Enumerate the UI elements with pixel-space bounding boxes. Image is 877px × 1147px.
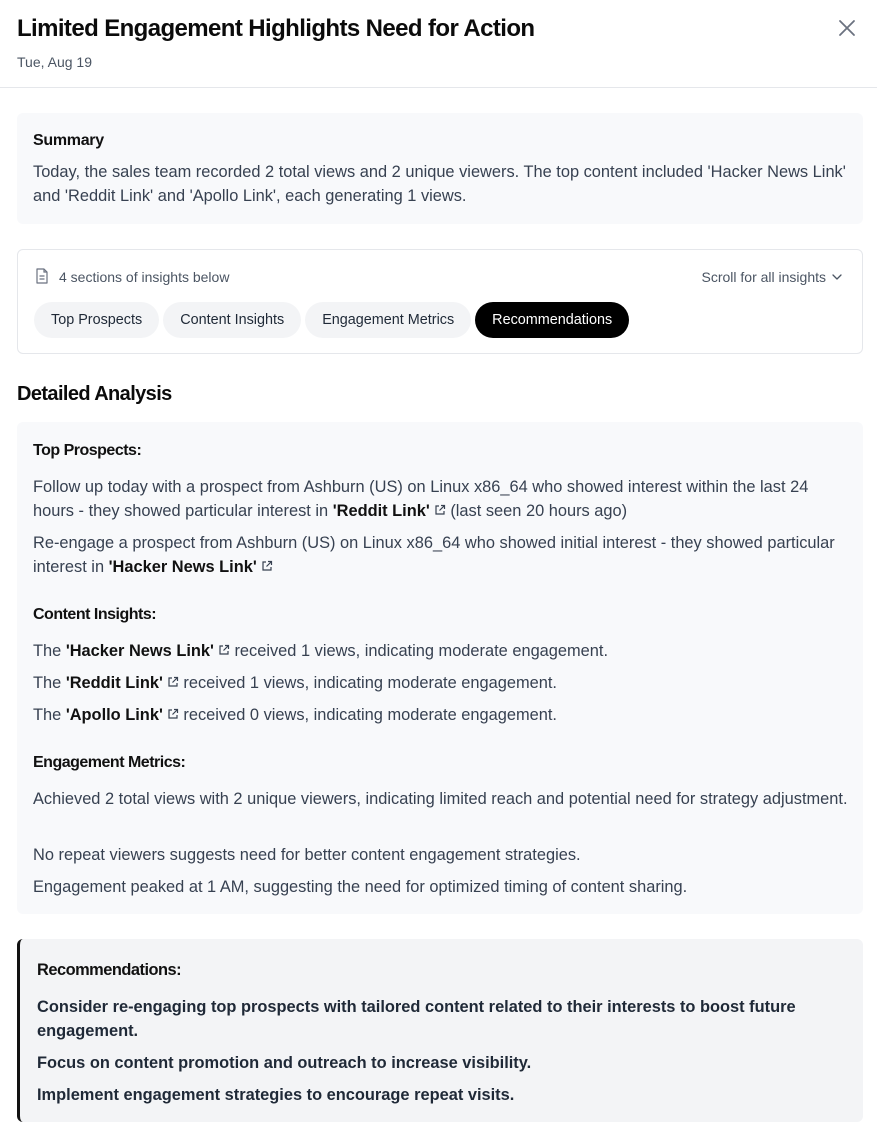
content-insights-title: Content Insights: xyxy=(33,606,157,623)
summary-card xyxy=(17,113,863,224)
list-item xyxy=(33,475,853,523)
external-link-icon[interactable] xyxy=(218,639,230,651)
item-text: The xyxy=(33,674,66,692)
summary-text: Today, the sales team recorded 2 total views and 2 unique viewers. The top content included 'Hacker News Link' and 'Reddit Link' and 'Apollo Link', each generating 1 views. xyxy=(33,163,846,205)
list-item: No repeat viewers suggests need for better content engagement strategies. xyxy=(33,846,581,864)
tab-content-insights[interactable]: Content Insights xyxy=(163,302,301,338)
item-text: received 1 views, indicating moderate engagement. xyxy=(178,674,557,692)
item-text: The xyxy=(33,706,66,724)
recommendations-card xyxy=(17,939,863,1122)
item-text: The xyxy=(33,642,66,660)
list-item xyxy=(33,639,853,663)
close-icon[interactable] xyxy=(836,17,858,39)
scroll-label: Scroll for all insights xyxy=(701,269,826,285)
item-text: Re-engage a prospect from Ashburn (US) on Linux x86_64 who showed initial interest - they showed particular interest in xyxy=(33,534,835,576)
recommendation-item: Focus on content promotion and outreach to increase visibility. xyxy=(37,1054,532,1072)
dialog-header xyxy=(0,0,877,88)
item-text: (last seen 20 hours ago) xyxy=(445,502,628,520)
content-link[interactable]: 'Hacker News Link' xyxy=(108,558,257,576)
list-item: Engagement peaked at 1 AM, suggesting the need for optimized timing of content sharing. xyxy=(33,878,688,896)
scroll-toggle[interactable] xyxy=(702,268,843,286)
section-tabs xyxy=(34,302,633,338)
summary-title: Summary xyxy=(33,132,104,149)
top-prospects-title: Top Prospects: xyxy=(33,442,142,459)
analysis-heading: Detailed Analysis xyxy=(17,383,172,405)
content-link[interactable]: 'Hacker News Link' xyxy=(65,642,214,660)
insights-navigator xyxy=(17,249,863,354)
dialog-title: Limited Engagement Highlights Need for Action xyxy=(17,15,535,42)
content-link[interactable]: 'Reddit Link' xyxy=(65,674,163,692)
list-item xyxy=(33,531,853,579)
external-link-icon[interactable] xyxy=(434,499,446,511)
sections-count: 4 sections of insights below xyxy=(59,269,230,285)
list-item xyxy=(33,703,853,727)
document-icon xyxy=(35,268,49,284)
dialog-date: Tue, Aug 19 xyxy=(17,54,92,70)
item-text: received 1 views, indicating moderate engagement. xyxy=(229,642,609,660)
list-item: Achieved 2 total views with 2 unique viewers, indicating limited reach and potential need for strategy adjustment. xyxy=(33,790,848,808)
recommendation-item: Implement engagement strategies to encourage repeat visits. xyxy=(37,1086,515,1104)
external-link-icon[interactable] xyxy=(167,703,179,715)
recommendations-title: Recommendations: xyxy=(37,961,182,979)
detailed-analysis-card xyxy=(17,422,863,914)
recommendation-item: Consider re-engaging top prospects with tailored content related to their interests to boost future engagement. xyxy=(37,998,796,1040)
external-link-icon[interactable] xyxy=(167,671,179,683)
item-text: received 0 views, indicating moderate engagement. xyxy=(178,706,557,724)
engagement-metrics-title: Engagement Metrics: xyxy=(33,754,186,771)
tab-top-prospects[interactable]: Top Prospects xyxy=(34,302,159,338)
tab-recommendations[interactable]: Recommendations xyxy=(475,302,629,338)
chevron-down-icon xyxy=(832,274,842,280)
item-text: Follow up today with a prospect from Ashburn (US) on Linux x86_64 who showed interest within the last 24 hours - they showed particular interest in xyxy=(33,478,809,520)
external-link-icon[interactable] xyxy=(261,555,273,567)
tab-engagement-metrics[interactable]: Engagement Metrics xyxy=(305,302,471,338)
list-item xyxy=(33,671,853,695)
content-link[interactable]: 'Reddit Link' xyxy=(332,502,430,520)
content-link[interactable]: 'Apollo Link' xyxy=(65,706,163,724)
